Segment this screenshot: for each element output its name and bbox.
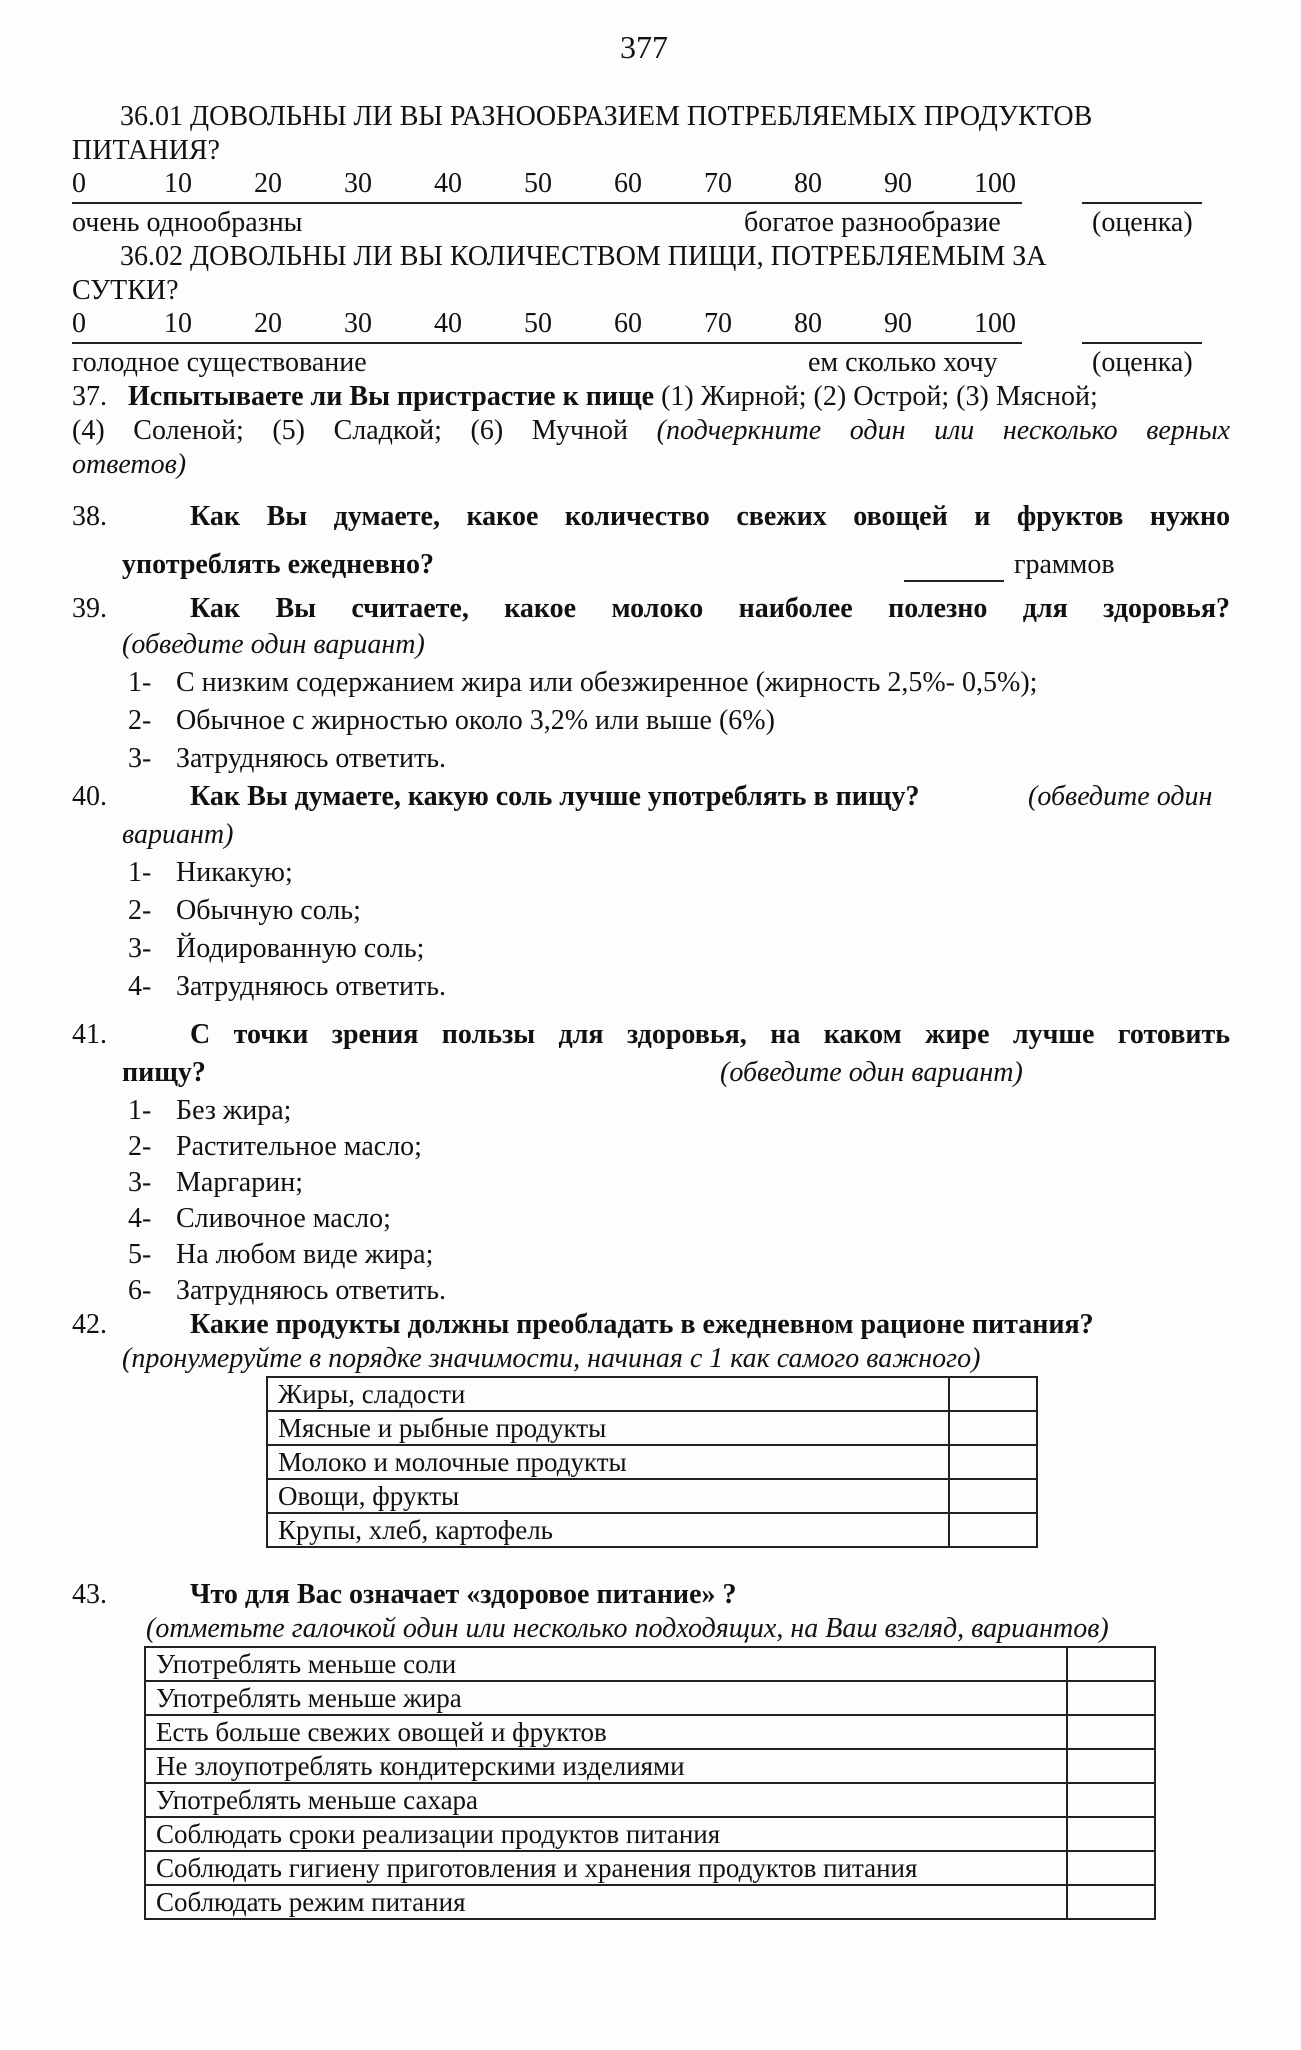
option-number: 3- bbox=[128, 933, 152, 964]
option-number: 1- bbox=[128, 1095, 152, 1126]
q36-02-low-label: голодное существование bbox=[72, 347, 367, 378]
option-text: С низким содержанием жира или обезжиренное (жирность 2,5%- 0,5%); bbox=[176, 667, 1038, 698]
scale-tick: 40 bbox=[434, 308, 462, 339]
q36-01-high-label: богатое разнообразие bbox=[744, 207, 1001, 238]
q41-word: жире bbox=[925, 1019, 990, 1050]
q42-number: 42. bbox=[72, 1309, 107, 1340]
q38-line2: употреблять ежедневно? bbox=[122, 549, 434, 580]
q37-word: Сладкой; bbox=[333, 415, 442, 446]
q39-word: наиболее bbox=[738, 593, 853, 624]
table-row bbox=[145, 1885, 1155, 1919]
checkbox-cell[interactable] bbox=[1067, 1783, 1155, 1817]
table-row bbox=[145, 1715, 1155, 1749]
table-row bbox=[145, 1817, 1155, 1851]
table-row bbox=[145, 1749, 1155, 1783]
q38-word: количество bbox=[564, 501, 710, 532]
scale-tick: 80 bbox=[794, 168, 822, 199]
table-row bbox=[145, 1783, 1155, 1817]
rank-input-cell[interactable] bbox=[949, 1445, 1037, 1479]
rank-input-cell[interactable] bbox=[949, 1513, 1037, 1547]
q39-word: здоровья? bbox=[1103, 593, 1231, 624]
option-text: Маргарин; bbox=[176, 1167, 303, 1198]
table-cell-label: Молоко и молочные продукты bbox=[267, 1445, 949, 1479]
scale-tick: 70 bbox=[704, 308, 732, 339]
q37-word: или bbox=[934, 415, 975, 446]
q36-01-score-blank[interactable] bbox=[1082, 172, 1202, 204]
q41-option-3[interactable] bbox=[128, 1166, 303, 1200]
q40-number: 40. bbox=[72, 781, 107, 812]
q39-word: для bbox=[1022, 593, 1068, 624]
q39-option-1[interactable] bbox=[128, 666, 1037, 700]
q37-word: (подчеркните bbox=[656, 415, 822, 446]
option-number: 4- bbox=[128, 1203, 152, 1234]
scale-tick: 60 bbox=[614, 308, 642, 339]
q43-instruction: (отметьте галочкой один или несколько подходящих, на Ваш взгляд, вариантов) bbox=[146, 1613, 1109, 1644]
checkbox-cell[interactable] bbox=[1067, 1885, 1155, 1919]
option-number: 2- bbox=[128, 895, 152, 926]
q36-02-score-blank[interactable] bbox=[1082, 312, 1202, 344]
q39-option-3[interactable] bbox=[128, 742, 446, 776]
table-row bbox=[267, 1445, 1037, 1479]
page-number: 377 bbox=[620, 29, 668, 65]
table-cell-label: Употреблять меньше сахара bbox=[145, 1783, 1067, 1817]
q41-option-6[interactable] bbox=[128, 1274, 446, 1308]
option-number: 4- bbox=[128, 971, 152, 1002]
q41-word: лучше bbox=[1012, 1019, 1095, 1050]
scale-tick: 60 bbox=[614, 168, 642, 199]
scale-tick: 10 bbox=[164, 168, 192, 199]
q36-02-score-label: (оценка) bbox=[1092, 347, 1193, 378]
q37-options-line1: (1) Жирной; (2) Острой; (3) Мясной; bbox=[661, 381, 1098, 412]
q41-word: зрения bbox=[331, 1019, 419, 1050]
q40-option-3[interactable] bbox=[128, 932, 424, 966]
q41-line2: пищу? bbox=[122, 1057, 206, 1088]
q37-line1 bbox=[72, 380, 1098, 414]
table-cell-label: Употреблять меньше соли bbox=[145, 1647, 1067, 1681]
q36-02-high-label: ем сколько хочу bbox=[808, 347, 998, 378]
q37-question: Испытываете ли Вы пристрастие к пище bbox=[128, 381, 655, 412]
q38-line1 bbox=[190, 500, 1230, 534]
option-number: 3- bbox=[128, 743, 152, 774]
checkbox-cell[interactable] bbox=[1067, 1851, 1155, 1885]
q36-02-title-line1: 36.02 ДОВОЛЬНЫ ЛИ ВЫ КОЛИЧЕСТВОМ ПИЩИ, ПОТРЕБЛЯЕМЫМ ЗА bbox=[120, 241, 1047, 272]
q41-word: каком bbox=[823, 1019, 902, 1050]
q40-option-2[interactable] bbox=[128, 894, 361, 928]
table-cell-label: Соблюдать режим питания bbox=[145, 1885, 1067, 1919]
q39-line1 bbox=[190, 592, 1230, 626]
q37-word: Соленой; bbox=[133, 415, 244, 446]
scale-tick: 70 bbox=[704, 168, 732, 199]
q37-word: несколько bbox=[1002, 415, 1118, 446]
q39-word: какое bbox=[504, 593, 577, 624]
q41-word: пользы bbox=[441, 1019, 536, 1050]
scale-tick: 90 bbox=[884, 168, 912, 199]
scale-tick: 20 bbox=[254, 168, 282, 199]
table-cell-label: Мясные и рыбные продукты bbox=[267, 1411, 949, 1445]
q37-word: верных bbox=[1146, 415, 1231, 446]
q39-word: полезно bbox=[888, 593, 988, 624]
q42-ranking-table bbox=[266, 1376, 1038, 1548]
table-cell-label: Жиры, сладости bbox=[267, 1377, 949, 1411]
scale-tick: 30 bbox=[344, 308, 372, 339]
q41-option-1[interactable] bbox=[128, 1094, 291, 1128]
q37-word: Мучной bbox=[531, 415, 629, 446]
table-cell-label: Овощи, фрукты bbox=[267, 1479, 949, 1513]
q40-option-4[interactable] bbox=[128, 970, 446, 1004]
q38-word: и bbox=[974, 501, 991, 532]
q41-number: 41. bbox=[72, 1019, 107, 1050]
q40-option-1[interactable] bbox=[128, 856, 293, 890]
option-text: Затрудняюсь ответить. bbox=[176, 743, 446, 774]
q41-option-5[interactable] bbox=[128, 1238, 433, 1272]
rank-input-cell[interactable] bbox=[949, 1479, 1037, 1513]
q39-number: 39. bbox=[72, 593, 107, 624]
q37-word: (6) bbox=[470, 415, 504, 446]
q37-line2 bbox=[72, 414, 1230, 448]
q40-question: Как Вы думаете, какую соль лучше употреблять в пищу? bbox=[190, 781, 920, 812]
q38-word: какое bbox=[466, 501, 539, 532]
table-row bbox=[145, 1681, 1155, 1715]
q41-instruction: (обведите один вариант) bbox=[720, 1057, 1023, 1088]
q39-word: Как bbox=[190, 593, 241, 624]
table-cell-label: Крупы, хлеб, картофель bbox=[267, 1513, 949, 1547]
q36-01-score-label: (оценка) bbox=[1092, 207, 1193, 238]
q41-word: для bbox=[558, 1019, 604, 1050]
table-row bbox=[145, 1851, 1155, 1885]
q38-word: свежих bbox=[736, 501, 827, 532]
q37-word: (4) bbox=[72, 415, 105, 446]
checkbox-cell[interactable] bbox=[1067, 1817, 1155, 1851]
q41-option-4[interactable] bbox=[128, 1202, 391, 1236]
q41-word: готовить bbox=[1117, 1019, 1231, 1050]
q38-word: думаете, bbox=[333, 501, 440, 532]
q37-instruction-line3: ответов) bbox=[72, 449, 187, 480]
table-row bbox=[267, 1377, 1037, 1411]
q40-instruction-line2: вариант) bbox=[122, 819, 234, 850]
scale-tick: 100 bbox=[974, 308, 1016, 339]
option-text: Без жира; bbox=[176, 1095, 292, 1126]
table-cell-label: Соблюдать сроки реализации продуктов питания bbox=[145, 1817, 1067, 1851]
option-number: 5- bbox=[128, 1239, 152, 1270]
q37-word: (5) bbox=[272, 415, 305, 446]
scale-tick: 40 bbox=[434, 168, 462, 199]
q42-instruction: (пронумеруйте в порядке значимости, начиная с 1 как самого важного) bbox=[122, 1343, 981, 1374]
scale-tick: 10 bbox=[164, 308, 192, 339]
scale-tick: 90 bbox=[884, 308, 912, 339]
scale-tick: 80 bbox=[794, 308, 822, 339]
q39-instruction: (обведите один вариант) bbox=[122, 629, 425, 660]
q36-02-title-line2: СУТКИ? bbox=[72, 275, 179, 306]
q40-instruction-line1: (обведите один bbox=[1028, 781, 1213, 812]
q43-checklist-table bbox=[144, 1646, 1156, 1920]
option-text: Затрудняюсь ответить. bbox=[176, 971, 446, 1002]
q43-question: Что для Вас означает «здоровое питание» ? bbox=[190, 1579, 737, 1610]
q36-01-scale[interactable] bbox=[72, 168, 1022, 204]
q38-word: Вы bbox=[266, 501, 308, 532]
option-number: 3- bbox=[128, 1167, 152, 1198]
table-row bbox=[267, 1513, 1037, 1547]
option-text: Растительное масло; bbox=[176, 1131, 422, 1162]
table-row bbox=[267, 1479, 1037, 1513]
q36-02-scale[interactable] bbox=[72, 308, 1022, 344]
q39-option-2[interactable] bbox=[128, 704, 775, 738]
option-text: На любом виде жира; bbox=[176, 1239, 434, 1270]
q42-question: Какие продукты должны преобладать в ежедневном рационе питания? bbox=[190, 1309, 1094, 1340]
q38-word: овощей bbox=[853, 501, 948, 532]
option-text: Затрудняюсь ответить. bbox=[176, 1275, 446, 1306]
table-cell-label: Соблюдать гигиену приготовления и хранения продуктов питания bbox=[145, 1851, 1067, 1885]
rank-input-cell[interactable] bbox=[949, 1411, 1037, 1445]
scale-tick: 50 bbox=[524, 168, 552, 199]
q38-number: 38. bbox=[72, 501, 107, 532]
q39-word: молоко bbox=[611, 593, 704, 624]
q36-01-title-line1: 36.01 ДОВОЛЬНЫ ЛИ ВЫ РАЗНООБРАЗИЕМ ПОТРЕБЛЯЕМЫХ ПРОДУКТОВ bbox=[120, 101, 1093, 132]
option-text: Сливочное масло; bbox=[176, 1203, 391, 1234]
option-number: 1- bbox=[128, 857, 152, 888]
q38-word: фруктов bbox=[1016, 501, 1124, 532]
scale-tick: 0 bbox=[72, 308, 86, 339]
table-row bbox=[145, 1647, 1155, 1681]
option-number: 6- bbox=[128, 1275, 152, 1306]
scale-tick: 20 bbox=[254, 308, 282, 339]
table-cell-label: Не злоупотреблять кондитерскими изделиями bbox=[145, 1749, 1067, 1783]
option-number: 2- bbox=[128, 705, 152, 736]
q41-line1 bbox=[190, 1018, 1230, 1052]
scale-tick: 100 bbox=[974, 168, 1016, 199]
q38-unit: граммов bbox=[1014, 549, 1115, 580]
table-row bbox=[267, 1411, 1037, 1445]
q41-word: точки bbox=[233, 1019, 309, 1050]
rank-input-cell[interactable] bbox=[949, 1377, 1037, 1411]
q36-01-title-line2: ПИТАНИЯ? bbox=[72, 135, 220, 166]
q43-number: 43. bbox=[72, 1579, 107, 1610]
q37-word: один bbox=[849, 415, 906, 446]
q39-word: Вы bbox=[275, 593, 316, 624]
option-text: Обычную соль; bbox=[176, 895, 361, 926]
option-number: 1- bbox=[128, 667, 152, 698]
scale-tick: 0 bbox=[72, 168, 86, 199]
q38-answer-blank[interactable] bbox=[904, 550, 1004, 582]
checkbox-cell[interactable] bbox=[1067, 1749, 1155, 1783]
scale-tick: 50 bbox=[524, 308, 552, 339]
option-text: Обычное с жирностью около 3,2% или выше (6%) bbox=[176, 705, 775, 736]
q37-number: 37. bbox=[72, 381, 107, 412]
q36-01-low-label: очень однообразны bbox=[72, 207, 303, 238]
table-cell-label: Употреблять меньше жира bbox=[145, 1681, 1067, 1715]
checkbox-cell[interactable] bbox=[1067, 1681, 1155, 1715]
q41-word: здоровья, bbox=[626, 1019, 747, 1050]
q41-word: С bbox=[190, 1019, 211, 1050]
option-number: 2- bbox=[128, 1131, 152, 1162]
q39-word: считаете, bbox=[351, 593, 469, 624]
option-text: Никакую; bbox=[176, 857, 293, 888]
q41-word: на bbox=[770, 1019, 801, 1050]
table-cell-label: Есть больше свежих овощей и фруктов bbox=[145, 1715, 1067, 1749]
checkbox-cell[interactable] bbox=[1067, 1647, 1155, 1681]
checkbox-cell[interactable] bbox=[1067, 1715, 1155, 1749]
q41-option-2[interactable] bbox=[128, 1130, 422, 1164]
q38-word: Как bbox=[190, 501, 241, 532]
q38-word: нужно bbox=[1149, 501, 1231, 532]
scale-tick: 30 bbox=[344, 168, 372, 199]
option-text: Йодированную соль; bbox=[176, 933, 425, 964]
